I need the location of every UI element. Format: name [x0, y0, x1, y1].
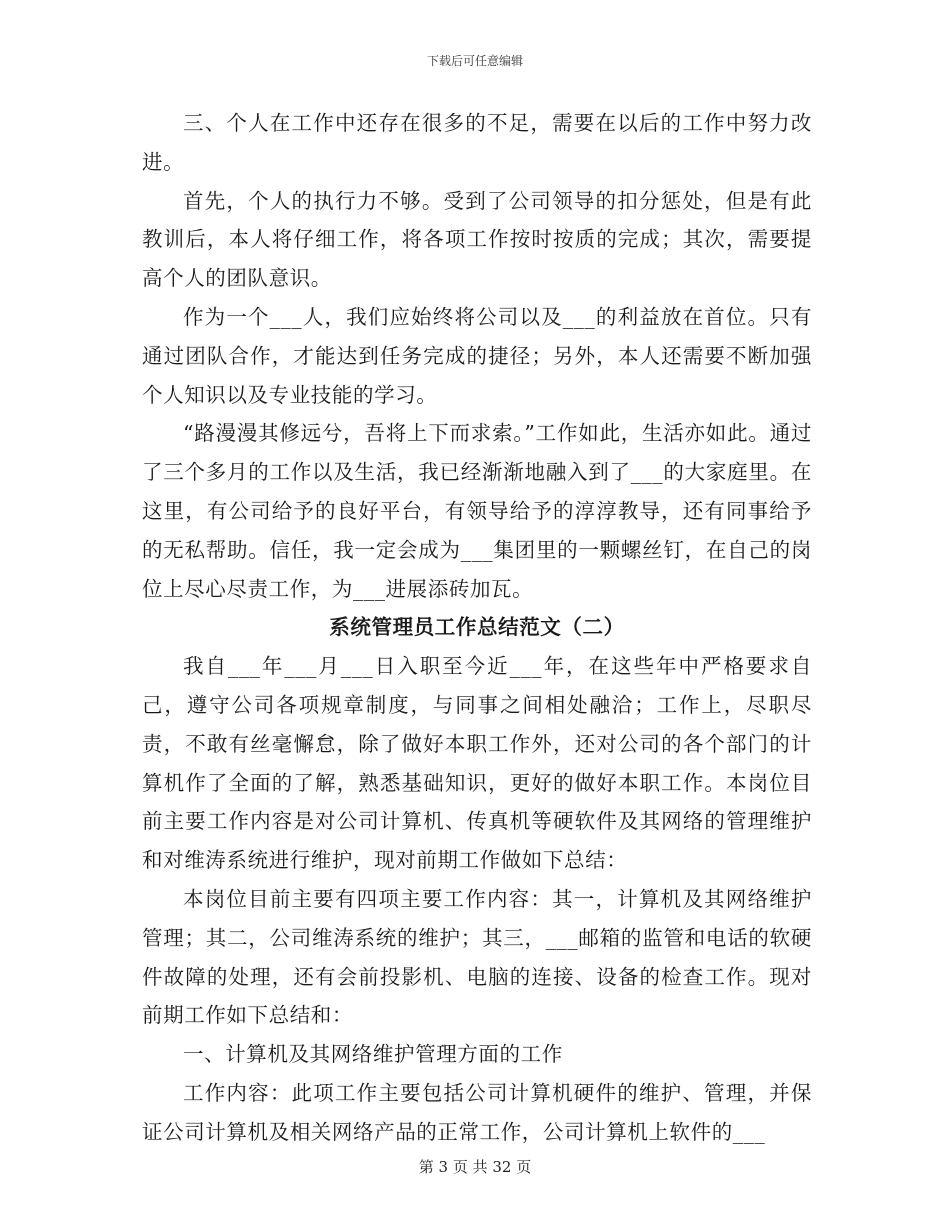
paragraph: 作为一个___人，我们应始终将公司以及___的利益放在首位。只有通过团队合作，才能达到任务完成的捷径；另外，本人还需要不断加强个人知识以及专业技能的学习。: [142, 304, 812, 407]
page-number: 第 3 页 共 32 页: [418, 1158, 532, 1176]
section-title: 系统管理员工作总结范文（二）: [329, 615, 625, 640]
document-body: [142, 104, 812, 1152]
subheading: 一、计算机及其网络维护管理方面的工作: [183, 1042, 563, 1067]
paragraph: “路漫漫其修远兮，吾将上下而求索。”工作如此，生活亦如此。通过了三个多月的工作以及生活，我已经渐渐地融入到了___的大家庭里。在这里，有公司给予的良好平台，有领导给予的淳淳教导，还有同事给予的无私帮助。信任，我一定会成为___集团里的一颗螺丝钉，在自己的岗位上尽心尽责工作，为___进展添砖加瓦。: [142, 421, 812, 601]
paragraph: 工作内容：此项工作主要包括公司计算机硬件的维护、管理，并保证公司计算机及相关网络产品的正常工作，公司计算机上软件的___: [142, 1080, 812, 1144]
paragraph: 首先，个人的执行力不够。受到了公司领导的扣分惩处，但是有此教训后，本人将仔细工作，将各项工作按时按质的完成；其次，需要提高个人的团队意识。: [142, 188, 812, 291]
paragraph: 本岗位目前主要有四项主要工作内容：其一，计算机及其网络维护管理；其二，公司维涛系统的维护；其三，___邮箱的监管和电话的软硬件故障的处理，还有会前投影机、电脑的连接、设备的检查工作。现对前期工作如下总结和：: [142, 886, 812, 1028]
page-header: 下载后可任意编辑: [426, 54, 523, 68]
paragraph: 三、个人在工作中还存在很多的不足，需要在以后的工作中努力改进。: [142, 111, 812, 174]
paragraph: 我自___年___月___日入职至今近___年，在这些年中严格要求自己，遵守公司各项规章制度，与同事之间相处融洽；工作上，尽职尽责，不敢有丝毫懈怠，除了做好本职工作外，还对公司的各个部门的计算机作了全面的了解，熟悉基础知识，更好的做好本职工作。本岗位目前主要工作内容是对公司计算机、传真机等硬软件及其网络的管理维护和对维涛系统进行维护，现对前期工作做如下总结：: [142, 654, 812, 873]
